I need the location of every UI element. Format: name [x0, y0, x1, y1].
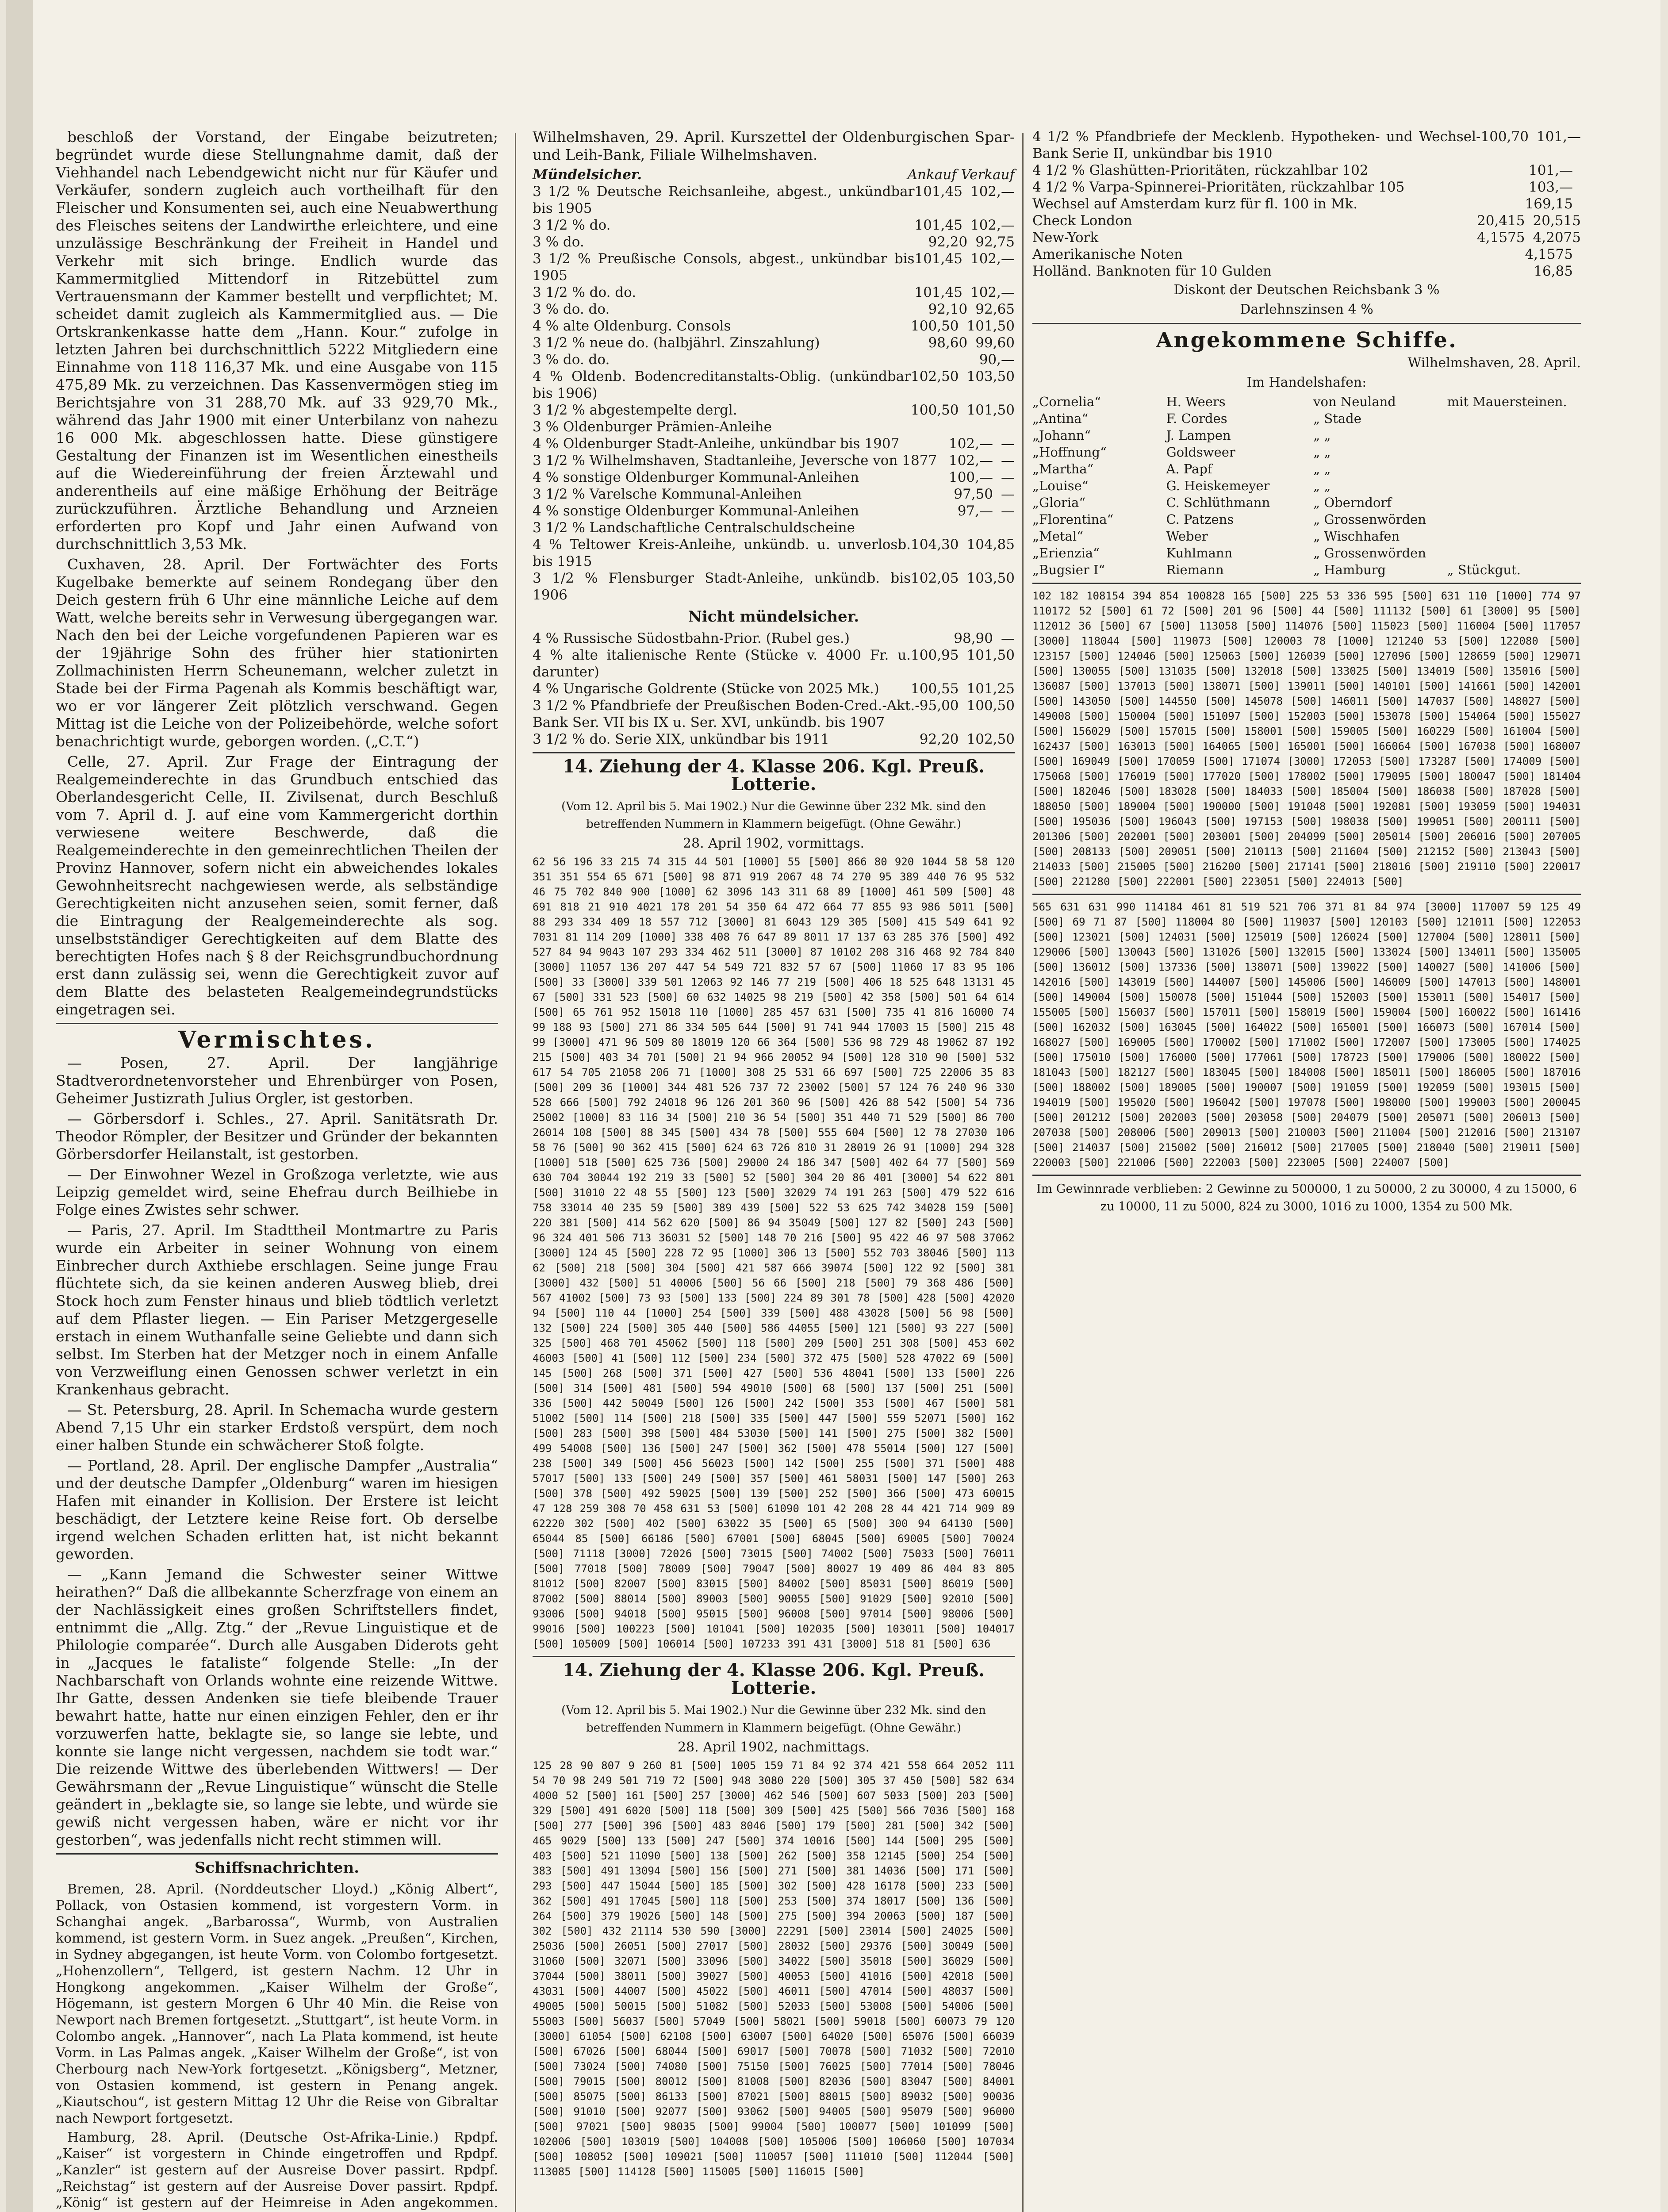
price-buy: 101,45 [914, 184, 962, 200]
divider [1032, 583, 1581, 584]
row-label: 4 % Oldenburger Stadt-Anleihe, unkündbar bis 1907 [533, 436, 900, 452]
ship-cargo [1447, 545, 1581, 561]
ship-row [1032, 561, 1581, 578]
ship-list [1032, 393, 1581, 578]
ship-name: „Cornelia“ [1032, 394, 1101, 409]
ship-captain: C. Patzens [1166, 512, 1234, 527]
bond-row [533, 234, 1015, 250]
muendelsicher-heading: Mündelsicher. [533, 167, 642, 183]
ship-row [1032, 461, 1581, 477]
ship-news-hamburg: Hamburg, 28. April. (Deutsche Ost-Afrika-Linie.) Rpdpf. „Kaiser“ ist vorgestern in Chinde eingetroffen und Rpdpf. „Kanzler“ ist gestern auf der Ausreise Dover passirt. Rpdpf. „Reichstag“ ist gestern auf der Ausreise Dover passirt. Rpdpf. „König“ ist gestern auf der Heimreise in Aden angekommen. [56, 2130, 498, 2211]
bond-row [533, 334, 1015, 351]
lottery-subtitle-2: (Vom 12. April bis 5. Mai 1902.) Nur die Gewinne über 232 Mk. sind den betreffenden Nummern in Klammern beigefügt. (Ohne Gewähr.) [561, 1704, 986, 1735]
price-buy: 169,15 [1525, 196, 1573, 212]
row-prices [911, 402, 1015, 419]
ship-name: „Erienzia“ [1032, 545, 1100, 561]
exchange-row [1032, 128, 1581, 162]
bond-row [533, 647, 1015, 680]
bond-row [533, 680, 1015, 697]
exchange-row [1032, 196, 1581, 212]
row-label: 4 % Oldenb. Bodencreditanstalts-Oblig. (unkündbar bis 1906) [533, 369, 911, 401]
nicht-muendelsicher-heading: Nicht mündelsicher. [688, 608, 859, 626]
row-label: 3 % Oldenburger Prämien-Anleihe [533, 419, 772, 435]
lottery-numbers-3a: 102 182 108154 394 854 100828 165 [500] 225 53 336 595 [500] 631 110 [1000] 774 97 110172 52 [500] 61 72 [500] 201 96 [500] 44 [500] 111132 [500] 61 [3000] 95 [500] 112012 36 [500] 67 [500] 113058 [500] 114076 [500] 115023 [500] 116004 [500] 117057 [3000] 118044 [500] 119073 [500] 120003 78 [1000] 121240 53 [500] 122080 [500] 123157 [500] 124046 [500] 125063 [500] 126039 [500] 127096 [500] 128659 [500] 129071 [500] 130055 [500] 131035 [500] 132018 [500] 133025 [500] 134019 [500] 135016 [500] 136087 [500] 137013 [500] 138071 [500] 139011 [500] 140101 [500] 141661 [500] 142001 [500] 143050 [500] 144550 [500] 145078 [500] 146011 [500] 147037 [500] 148027 [500] 149008 [500] 150004 [500] 151097 [500] 152003 [500] 153078 [500] 154064 [500] 155027 [500] 156029 [500] 157015 [500] 158001 [500] 159005 [500] 160229 [500] 161004 [500] 162437 [500] 163013 [500] 164065 [500] 165001 [500] 166064 [500] 167038 [500] 168007 [500] 169049 [500] 170059 [500] 171074 [3000] 172053 [500] 173287 [500] 174009 [500] 175068 [500] 176019 [500] 177020 [500] 178002 [500] 179095 [500] 180047 [500] 181404 [500] 182046 [500] 183028 [500] 184033 [500] 185004 [500] 186038 [500] 187028 [500] 188050 [500] 189004 [500] 190000 [500] 191048 [500] 192081 [500] 193059 [500] 194031 [500] 195036 [500] 196043 [500] 197153 [500] 198038 [500] 199051 [500] 200111 [500] 201306 [500] 202001 [500] 203001 [500] 204099 [500] 205014 [500] 206016 [500] 207005 [500] 208133 [500] 209051 [500] 210113 [500] 211604 [500] 212152 [500] 213043 [500] 214033 [500] 215005 [500] 216200 [500] 217141 [500] 218016 [500] 219110 [500] 220017 [500] 221280 [500] 222001 [500] 223051 [500] 224013 [500] [1032, 590, 1581, 888]
price-buy: 100,— [948, 469, 993, 485]
news-item: — Der Einwohner Wezel in Großzoga verletzte, wie aus Leipzig gemeldet wird, seine Ehefrau durch Beilhiebe in Folge eines Zwistes sehr schwer. [56, 1166, 498, 1218]
bond-row [533, 536, 1015, 570]
section-heading-ship-news: Schiffsnachrichten. [194, 1859, 360, 1877]
row-label: 3 1/2 % Landschaftliche Centralschuldscheine [533, 520, 855, 536]
lottery-date-2: 28. April 1902, nachmittags. [677, 1740, 870, 1755]
price-sell: 90,— [979, 352, 1015, 368]
row-label: 4 1/2 % Varpa-Spinnerei-Prioritäten, rückzahlbar 105 [1032, 179, 1405, 195]
ship-captain: J. Lampen [1166, 428, 1231, 443]
divider [1032, 894, 1581, 895]
bond-row [533, 351, 1015, 368]
price-buy: 4,1575 [1477, 230, 1525, 246]
price-buy: 101,45 [914, 251, 962, 267]
ship-name: „Johann“ [1032, 428, 1091, 443]
row-label: 4 % Russische Südostbahn-Prior. (Rubel ges.) [533, 630, 850, 646]
ship-captain: H. Weers [1166, 394, 1226, 409]
exchange-row [1032, 229, 1581, 246]
bond-list [533, 183, 1015, 603]
ship-cargo: „ Stückgut. [1447, 562, 1521, 577]
ship-captain: Riemann [1166, 562, 1224, 577]
price-sell: 102,— [970, 217, 1015, 233]
price-sell: — [1001, 436, 1015, 452]
ship-row [1032, 528, 1581, 545]
ship-name: „Louise“ [1032, 478, 1089, 493]
article-cuxhaven: Cuxhaven, 28. April. Der Fortwächter des Forts Kugelbake bemerkte auf seinem Rondegang über den Deich gestern früh 6 Uhr eine männliche Leiche auf dem Watt, welche bereits sehr in Verwesung übergegangen war. Nach den bei der Leiche vorgefundenen Papieren war es der 19jährige Sohn des früher hier stationirten Zollmachinisten Herrn Scheunemann, welcher zuletzt in Stade bei der Firma Pagenah als Kommis beschäftigt war, wo er vor längerer Zeit plötzlich verschwand. Gegen Mittag ist die Leiche von der Polizeibehörde, welche sofort benachrichtigt wurde, geborgen worden. („C.T.“) [56, 556, 498, 750]
exchange-row [1032, 179, 1581, 196]
row-label: Holländ. Banknoten für 10 Gulden [1032, 263, 1272, 279]
ship-name: „Metal“ [1032, 529, 1083, 544]
lottery-numbers-1: 62 56 196 33 215 74 315 44 501 [1000] 55 [500] 866 80 920 1044 58 58 120 351 351 554 65 671 [500] 98 871 919 2067 48 74 270 95 389 440 76 95 532 46 75 702 840 900 [1000] 62 3096 143 311 68 89 [1000] 461 509 [500] 48 691 818 21 910 4021 178 201 54 350 64 472 664 77 855 93 986 5011 [500] 88 293 334 409 18 557 712 [3000] 81 6043 129 305 [500] 415 549 641 92 7031 81 114 209 [1000] 338 408 76 647 89 8011 17 137 63 285 376 [500] 492 527 84 94 9043 107 293 334 462 511 [3000] 87 10102 208 316 468 92 784 840 [3000] 11057 136 207 447 54 549 721 832 57 67 [500] 11060 17 83 95 106 [500] 33 [3000] 339 501 12063 92 146 77 219 [500] 406 18 525 648 13131 45 67 [500] 331 523 [500] 60 632 14025 98 219 [500] 42 358 [500] 501 64 614 [500] 65 761 952 15018 110 [1000] 285 457 631 [500] 735 41 816 16000 74 99 188 93 [500] 271 86 334 505 644 [500] 91 741 944 17003 15 [500] 215 48 99 [3000] 471 96 509 80 18019 120 66 364 [500] 536 98 729 48 19062 87 192 215 [500] 403 34 701 [500] 21 94 966 20052 94 [500] 128 310 90 [500] 532 617 54 705 21058 206 71 [1000] 308 25 531 66 697 [500] 725 22006 35 83 [500] 209 36 [1000] 344 481 526 737 72 23002 [500] 57 124 76 240 96 330 528 666 [500] 792 24018 96 126 201 360 96 [500] 426 88 542 [500] 54 736 25002 [1000] 83 116 34 [500] 210 36 54 [500] 351 440 71 529 [500] 86 700 26014 108 [500] 88 345 [500] 434 78 [500] 555 604 [500] 12 78 27030 106 58 76 [500] 90 362 415 [500] 624 63 726 810 31 28019 26 91 [1000] 294 328 [1000] 518 [500] 625 736 [500] 29000 24 186 347 [500] 402 64 77 [500] 569 630 704 30044 192 219 33 [500] 52 [500] 304 20 86 401 [3000] 54 622 801 [500] 31010 22 48 55 [500] 123 [500] 32029 74 191 263 [500] 479 522 616 758 33014 40 235 59 [500] 389 439 [500] 522 53 625 742 34028 159 [500] 220 381 [500] 414 562 620 [500] 86 94 35049 [500] 127 82 [500] 243 [500] 96 324 401 506 713 36031 52 [500] 148 70 216 [500] 95 422 46 97 508 37062 [3000] 124 45 [500] 228 72 95 [1000] 306 13 [500] 552 703 38046 [500] 113 62 [500] 218 [500] 304 [500] 421 587 666 39074 [500] 122 92 [500] 381 [3000] 432 [500] 51 40006 [500] 56 66 [500] 218 [500] 79 368 486 [500] 567 41002 [500] 73 93 [500] 133 [500] 224 89 301 78 [500] 428 [500] 42020 94 [500] 110 44 [1000] 254 [500] 339 [500] 488 43028 [500] 56 98 [500] 132 [500] 224 [500] 305 440 [500] 586 44055 [500] 121 [500] 93 227 [500] 325 [500] 468 701 45062 [500] 118 [500] 209 [500] 251 308 [500] 453 602 46003 [500] 41 [500] 112 [500] 234 [500] 372 475 [500] 528 47022 69 [500] 145 [500] 268 [500] 371 [500] 427 [500] 536 48041 [500] 133 [500] 226 [500] 314 [500] 481 [500] 594 49010 [500] 68 [500] 137 [500] 251 [500] 336 [500] 442 50049 [500] 126 [500] 242 [500] 353 [500] 467 [500] 581 51002 [500] 114 [500] 218 [500] 335 [500] 447 [500] 559 52071 [500] 162 [500] 283 [500] 398 [500] 484 53030 [500] 141 [500] 275 [500] 382 [500] 499 54008 [500] 136 [500] 247 [500] 362 [500] 478 55014 [500] 127 [500] 238 [500] 349 [500] 456 56023 [500] 142 [500] 255 [500] 371 [500] 488 57017 [500] 133 [500] 249 [500] 357 [500] 461 58031 [500] 147 [500] 263 [500] 378 [500] 492 59025 [500] 139 [500] 252 [500] 366 [500] 473 60015 47 128 259 308 70 458 631 53 [500] 61090 101 42 208 28 44 421 714 909 89 62220 302 [500] 402 [500] 63022 35 [500] 65 [500] 300 94 64130 [500] 65044 85 [500] 66186 [500] 67001 [500] 68045 [500] 69005 [500] 70024 [500] 71118 [3000] 72026 [500] 73015 [500] 74002 [500] 75033 [500] 76011 [500] 77018 [500] 78009 [500] 79047 [500] 80027 19 409 86 404 83 805 81012 [500] 82007 [500] 83015 [500] 84002 [500] 85031 [500] 86019 [500] 87002 [500] 88014 [500] 89003 [500] 90055 [500] 91029 [500] 92010 [500] 93006 [500] 94018 [500] 95015 [500] 96008 [500] 97014 [500] 98006 [500] 99016 [500] 100223 [500] 101041 [500] 102035 [500] 103011 [500] 104017 [500] 105009 [500] 106014 [500] 107233 391 431 [3000] 518 81 [500] 636 [533, 856, 1015, 1650]
ship-row [1032, 444, 1581, 461]
price-sell: 92,75 [975, 234, 1015, 250]
ships-date: Wilhelmshaven, 28. April. [1407, 355, 1581, 371]
row-prices [920, 697, 1015, 731]
price-buy: 95,00 [919, 698, 959, 714]
ships-harbor: Im Handelshafen: [1246, 375, 1367, 390]
ship-cargo [1447, 444, 1581, 461]
divider [56, 1853, 498, 1855]
ship-origin: „ „ [1313, 478, 1331, 493]
row-label: 4 1/2 % Glashütten-Prioritäten, rückzahlbar 102 [1032, 162, 1369, 178]
bond-row [533, 731, 1015, 748]
row-prices [914, 250, 1015, 284]
ship-origin: „ Grossenwörden [1313, 512, 1426, 527]
row-prices [928, 234, 1015, 250]
price-sell: 4,2075 [1533, 230, 1581, 246]
ship-origin: „ Stade [1313, 411, 1361, 426]
ship-name: „Florentina“ [1032, 512, 1114, 527]
ship-cargo [1447, 461, 1581, 477]
row-label: 3 1/2 % abgestempelte dergl. [533, 402, 737, 418]
lottery-subtitle-1: (Vom 12. April bis 5. Mai 1902.) Nur die Gewinne über 232 Mk. sind den betreffenden Nummern in Klammern beigefügt. (Ohne Gewähr.) [561, 800, 986, 831]
price-buy: 97,50 [954, 486, 993, 502]
price-buy: 16,85 [1534, 263, 1573, 279]
row-prices [914, 217, 1015, 234]
row-label: 3 1/2 % Pfandbriefe der Preußischen Boden-Cred.-Akt.-Bank Ser. VII bis IX u. Ser. XVI, unkündb. bis 1907 [533, 698, 920, 730]
ship-origin: von Neuland [1313, 394, 1396, 409]
row-prices [1477, 229, 1581, 246]
lottery-date-1: 28. April 1902, vormittags. [683, 836, 865, 851]
divider [1032, 1175, 1581, 1176]
price-sell: 103,50 [966, 369, 1015, 384]
price-sell: — [1001, 503, 1015, 519]
lottery-heading-2: 14. Ziehung der 4. Klasse 206. Kgl. Preuß. Lotterie. [562, 1660, 985, 1698]
ship-row [1032, 511, 1581, 528]
price-buy: 102,05 [911, 570, 959, 586]
ship-row [1032, 494, 1581, 511]
ship-captain: C. Schlüthmann [1166, 495, 1270, 510]
row-prices [1529, 162, 1581, 179]
row-prices [1477, 212, 1581, 229]
row-label: 3 1/2 % neue do. (halbjährl. Zinszahlung) [533, 335, 820, 351]
row-label: 3 1/2 % do. do. [533, 284, 637, 300]
ship-name: „Antina“ [1032, 411, 1089, 426]
divider [1032, 323, 1581, 324]
price-buy: 102,— [948, 453, 993, 469]
column-1 [56, 128, 498, 2212]
bond-row [533, 486, 1015, 503]
ship-origin: „ „ [1313, 445, 1331, 460]
row-prices [1007, 519, 1015, 536]
row-prices [958, 503, 1015, 519]
row-label: 3 1/2 % Varelsche Kommunal-Anleihen [533, 486, 802, 502]
ship-captain: Kuhlmann [1166, 545, 1233, 561]
bond-list-2 [533, 630, 1015, 748]
ship-cargo [1447, 410, 1581, 427]
bond-row [533, 368, 1015, 402]
ship-name: „Martha“ [1032, 461, 1094, 476]
arrived-ships-heading: Angekommene Schiffe. [1156, 328, 1457, 353]
column-separator [1022, 133, 1024, 2212]
price-buy: 4,1575 [1525, 246, 1573, 262]
news-item: — Görbersdorf i. Schles., 27. April. Sanitätsrath Dr. Theodor Römpler, der Besitzer und Gründer der bekannten Görbersdorfer Heilanstalt, ist gestorben. [56, 1110, 498, 1163]
exchange-row [1032, 246, 1581, 263]
ship-origin: „ „ [1313, 428, 1331, 443]
row-prices [949, 452, 1015, 469]
bond-row [533, 697, 1015, 731]
price-sell: 101,50 [966, 402, 1015, 418]
row-label: 4 % alte italienische Rente (Stücke v. 4000 Fr. u. darunter) [533, 647, 911, 680]
sell-header: Verkauf [961, 167, 1015, 183]
bond-row [533, 435, 1015, 452]
row-label: 4 % sonstige Oldenburger Kommunal-Anleihen [533, 469, 859, 485]
row-label: 4 1/2 % Pfandbriefe der Mecklenb. Hypotheken- und Wechsel-Bank Serie II, unkündbar bis 1910 [1032, 129, 1481, 161]
row-prices [920, 731, 1015, 748]
row-prices [954, 486, 1015, 503]
lottery-numbers-3b: 565 631 631 990 114184 461 81 519 521 706 371 81 84 974 [3000] 117007 59 125 49 [500] 69 71 87 [500] 118004 80 [500] 119037 [500] 120103 [500] 121011 [500] 122053 [500] 123021 [500] 124031 [500] 125019 [500] 126024 [500] 127004 [500] 128011 [500] 129006 [500] 130043 [500] 131026 [500] 132015 [500] 133024 [500] 134011 [500] 135005 [500] 136012 [500] 137336 [500] 138071 [500] 139022 [500] 140027 [500] 141006 [500] 142016 [500] 143019 [500] 144007 [500] 145006 [500] 146009 [500] 147013 [500] 148001 [500] 149004 [500] 150078 [500] 151044 [500] 152003 [500] 153011 [500] 154017 [500] 155005 [500] 156037 [500] 157011 [500] 158019 [500] 159004 [500] 160022 [500] 161416 [500] 162032 [500] 163045 [500] 164022 [500] 165001 [500] 166073 [500] 167014 [500] 168027 [500] 169005 [500] 170002 [500] 171002 [500] 172007 [500] 173005 [500] 174025 [500] 175010 [500] 176000 [500] 177061 [500] 178723 [500] 179006 [500] 180022 [500] 181043 [500] 182127 [500] 183045 [500] 184008 [500] 185011 [500] 186005 [500] 187016 [500] 188002 [500] 189005 [500] 190007 [500] 191059 [500] 192059 [500] 193015 [500] 194019 [500] 195020 [500] 196042 [500] 197078 [500] 198000 [500] 199003 [500] 200045 [500] 201212 [500] 202003 [500] 203058 [500] 204079 [500] 205071 [500] 206013 [500] 207038 [500] 208006 [500] 209013 [500] 210003 [500] 211004 [500] 212016 [500] 213107 [500] 214037 [500] 215002 [500] 216012 [500] 217005 [500] 218040 [500] 219011 [500] 220003 [500] 221006 [500] 222003 [500] 223005 [500] 224007 [500] [1032, 901, 1581, 1169]
row-label: Amerikanische Noten [1032, 246, 1183, 262]
row-prices [949, 435, 1015, 452]
row-prices [928, 334, 1015, 351]
ship-cargo [1447, 494, 1581, 511]
column-3 [1032, 128, 1581, 1217]
price-sell: 20,515 [1533, 213, 1581, 229]
price-buy: 102,— [948, 436, 993, 452]
news-item: — Posen, 27. April. Der langjährige Stadtverordnetenvorsteher und Ehrenbürger von Posen, Geheimer Justizrath Julius Orgler, ist gestorben. [56, 1054, 498, 1107]
price-buy: 98,90 [954, 630, 993, 646]
ship-captain: Goldsweer [1166, 445, 1235, 460]
column-2 [533, 128, 1015, 2179]
ship-origin: „ Hamburg [1313, 562, 1386, 577]
lottery-heading-1: 14. Ziehung der 4. Klasse 206. Kgl. Preuß. Lotterie. [562, 756, 985, 795]
row-label: 3 1/2 % do. Serie XIX, unkündbar bis 1911 [533, 731, 829, 747]
price-sell: 101,25 [966, 681, 1015, 697]
bond-row [533, 284, 1015, 301]
article-chamber-report: beschloß der Vorstand, der Eingabe beizutreten; begründet wurde diese Stellungnahme damit, daß der Viehhandel nach Lebendgewicht nicht nur für Käufer und Verkäufer, sondern zugleich auch vortheilhaft für den Fleischer und Konsumenten sei, auch eine Neuabwerthung des Fleisches seitens der Landwirthe erleichtere, und eine unzulässige Beschränkung der Freiheit in Handel und Verkehr mit sich bringe. Endlich wurde das Kammermitglied Mittendorf in Ritzebüttel zum Vertrauensmann der Kammer bestellt und verpflichtet; M. scheidet damit zugleich als Kammermitglied aus. — Die Ortskrankenkasse hatte dem „Hann. Kour.“ zufolge in letzten Jahren bei durchschnittlich 5222 Mitgliedern eine Einnahme von 118 116,37 Mk. und eine Ausgabe von 115 475,89 Mk. zu verzeichnen. Das Kassenvermögen stieg im Berichtsjahre von 31 288,70 Mk. auf 33 929,70 Mk., während das Jahr 1900 mit einer Unterbilanz von nahezu 16 000 Mk. abgeschlossen hatte. Diese günstigere Gestaltung der Finanzen ist im Wesentlichen einestheils auf die Wiedereinführung der freien Ärztewahl und anderentheils auf eine mäßige Erhöhung der Beiträge zurückzuführen. Ärztliche Behandlung und Arzneien erforderten pro Kopf und Jahr einen Aufwand von durchschnittlich 3,53 Mk. [56, 128, 498, 553]
ship-news-bremen: Bremen, 28. April. (Norddeutscher Lloyd.) „König Albert“, Pollack, von Ostasien kommend, ist vorgestern Vorm. in Schanghai angek. „Barbarossa“, Wurmb, von Australien kommend, ist gestern Vorm. in Suez angek. „Preußen“, Kirchen, in Sydney abgegangen, ist heute Vorm. von Colombo fortgesetzt. „Hohenzollern“, Tellgerd, ist gestern Nachm. 12 Uhr in Hongkong angekommen. „Kaiser Wilhelm der Große“, Högemann, ist gestern Morgen 6 Uhr 40 Min. die Reise von Newport nach Bremen fortgesetzt. „Stuttgart“, ist heute Vorm. in Colombo angek. „Hannover“, nach La Plata kommend, ist heute Vorm. in Las Palmas angek. „Kaiser Wilhelm der Große“, ist von Cherbourg nach New-York fortgesetzt. „Königsberg“, Metzner, von Ostasien kommend, ist gestern in Penang angek. „Kiautschou“, ist gestern Mittag 12 Uhr die Reise von Gibraltar nach Newport fortgesetzt. [56, 1882, 498, 2126]
bond-row [533, 318, 1015, 334]
bond-row [533, 469, 1015, 486]
price-buy: 98,60 [928, 335, 968, 351]
ship-cargo [1447, 427, 1581, 444]
price-sell: 102,50 [966, 731, 1015, 747]
news-item: — Paris, 27. April. Im Stadttheil Montmartre zu Paris wurde ein Arbeiter in seiner Wohnung von einem Einbrecher durch Axthiebe erschlagen. Seine junge Frau flüchtete sich, da sie keinen anderen Ausweg blieb, drei Stock hoch zum Fenster hinaus und blieb tödtlich verletzt auf dem Pflaster liegen. — Ein Pariser Metzgergeselle erstach in einem Wuthanfalle seine Geliebte und dann sich selbst. Im Sterben hat der Metzger noch in einem Anfalle von Verzweiflung einen Genossen schwer verletzt in ein Krankenhaus gebracht. [56, 1221, 498, 1398]
exchange-row [1032, 162, 1581, 179]
row-label: 3 1/2 % Preußische Consols, abgest., unkündbar bis 1905 [533, 251, 915, 284]
price-buy: 92,20 [919, 731, 959, 747]
row-prices [1525, 246, 1581, 263]
news-item: — St. Petersburg, 28. April. In Schemacha wurde gestern Abend 7,15 Uhr ein starker Erdstoß verspürt, dem noch einer halben Stunde ein schwächerer Stoß folgte. [56, 1401, 498, 1454]
price-buy: 97,— [957, 503, 993, 519]
bond-row [533, 419, 1015, 435]
price-sell: — [1001, 486, 1015, 502]
ship-captain: F. Cordes [1166, 411, 1227, 426]
price-buy: 104,30 [911, 537, 959, 553]
price-buy: 100,50 [911, 318, 959, 334]
price-sell: 101,50 [966, 318, 1015, 334]
section-heading-vermischtes: Vermischtes. [178, 1026, 376, 1053]
column-separator [515, 133, 516, 2212]
row-prices [954, 630, 1015, 647]
ship-row [1032, 477, 1581, 494]
price-sell: 101,50 [966, 647, 1015, 663]
bond-row [533, 503, 1015, 519]
row-label: 3 % do. [533, 234, 584, 250]
row-prices [914, 183, 1015, 217]
divider [533, 1656, 1015, 1657]
price-buy: 92,10 [928, 301, 968, 317]
price-buy: 92,20 [928, 234, 968, 250]
ship-name: „Gloria“ [1032, 495, 1086, 510]
row-prices [911, 570, 1015, 603]
price-sell: 101,— [1536, 129, 1581, 145]
price-sell: — [1001, 630, 1015, 646]
row-prices [911, 536, 1015, 570]
row-label: 4 % Ungarische Goldrente (Stücke von 2025 Mk.) [533, 681, 879, 697]
bond-row [533, 250, 1015, 284]
divider [56, 1023, 498, 1024]
price-buy: 103,— [1528, 179, 1573, 195]
stock-price-header [533, 166, 1015, 183]
ship-cargo: mit Mauersteinen. [1447, 394, 1567, 409]
row-prices [928, 301, 1015, 318]
price-buy: 100,70 [1480, 129, 1529, 145]
ship-row [1032, 393, 1581, 410]
row-label: 3 1/2 % Flensburger Stadt-Anleihe, unkündb. bis 1906 [533, 570, 911, 603]
row-prices [971, 351, 1015, 368]
price-buy: 100,55 [911, 681, 959, 697]
bond-row [533, 630, 1015, 647]
ship-captain: Weber [1166, 529, 1208, 544]
row-prices [911, 318, 1015, 334]
row-prices [911, 680, 1015, 697]
row-prices [1529, 179, 1581, 196]
row-prices [911, 647, 1015, 680]
price-sell: 99,60 [975, 335, 1015, 351]
price-buy: 101,45 [914, 284, 962, 300]
divider [533, 752, 1015, 753]
bond-row [533, 452, 1015, 469]
price-sell: — [1001, 469, 1015, 485]
stock-list-header: Wilhelmshaven, 29. April. Kurszettel der Oldenburgischen Spar- und Leih-Bank, Filiale Wilhelmshaven. [533, 128, 1015, 163]
exchange-row [1032, 263, 1581, 280]
newspaper-page [6, 0, 1660, 2212]
ship-origin: „ Wischhafen [1313, 529, 1400, 544]
price-buy: 20,415 [1477, 213, 1525, 229]
bond-row [533, 402, 1015, 419]
discount-rate: Diskont der Deutschen Reichsbank 3 % [1173, 282, 1440, 298]
row-label: Check London [1032, 213, 1132, 229]
row-label: Wechsel auf Amsterdam kurz für fl. 100 in Mk. [1032, 196, 1358, 212]
price-buy: 101,45 [914, 217, 962, 233]
ship-origin: „ Oberndorf [1313, 495, 1392, 510]
lottery-remaining-prizes: Im Gewinnrade verblieben: 2 Gewinne zu 500000, 1 zu 50000, 2 zu 30000, 4 zu 15000, 6 zu 10000, 11 zu 5000, 824 zu 3000, 1016 zu 1000, 1354 zu 500 Mk. [1036, 1182, 1577, 1214]
exchange-row [1032, 212, 1581, 229]
price-sell: 102,— [970, 251, 1015, 267]
row-label: 3 1/2 % Wilhelmshaven, Stadtanleihe, Jeversche von 1877 [533, 453, 937, 469]
article-celle: Celle, 27. April. Zur Frage der Eintragung der Realgemeinderechte in das Grundbuch entschied das Oberlandesgericht Celle, II. Zivilsenat, durch Beschluß vom 7. April d. J. auf eine vom Kammergericht dorthin verwiesene weitere Beschwerde, daß die Realgemeinderechte in den gemeinrechtlichen Theilen der Provinz Hannover, sofern nicht ein abweichendes lokales Gewohnheitsrecht nachgewiesen werde, als selbständige Gerechtigkeiten nicht anzusehen seien, somit ferner, daß die Eintragung der Realgemeinderechte als sog. unselbstständiger Gerechtigkeiten auf dem Blatte des berechtigten Hofes nach § 8 der Reichsgrundbuchordnung erst dann zulässig sei, wenn die Gerechtigkeit zuvor auf dem Blatte des belasteten Realgemeindegrundstücks eingetragen sei. [56, 753, 498, 1018]
bond-row [533, 570, 1015, 603]
bond-row [533, 519, 1015, 536]
ship-origin: „ „ [1313, 461, 1331, 476]
ship-captain: A. Papf [1166, 461, 1212, 476]
price-sell: 103,50 [966, 570, 1015, 586]
price-sell: 102,— [970, 184, 1015, 200]
news-item: — „Kann Jemand die Schwester seiner Wittwe heirathen?“ Daß die allbekannte Scherzfrage von einem an der Nachlässigkeit eines großen Schriftstellers findet, entnimmt die „Allg. Ztg.“ der „Revue Linguistique et de Philologie comparée“. Durch alle Ausgaben Diderots geht in „Jacques le fataliste“ folgende Stelle: „In der Nachbarschaft von Orlands wohnte eine reizende Wittwe. Ihr Gatte, dessen Andenken sie tiefe bleibende Trauer bewahrt hatte, hatte nur einen einzigen Fehler, den er ihr vorzuwerfen hatte, beklagte sie, so lange sie lebte, und konnte sie lange nicht vergessen, nachdem sie todt war.“ Die reizende Wittwe des überlebenden Wittwers! — Der Gewährsmann der „Revue Linguistique“ wünscht die Stelle geändert in „beklagte sie, so lange sie lebte, und würde sie gewiß nicht vergessen haben, wäre er nicht vor ihr gestorben“, was jedenfalls nicht recht stimmen will. [56, 1566, 498, 1848]
price-sell: 92,65 [975, 301, 1015, 317]
price-sell: 104,85 [966, 537, 1015, 553]
news-item: — Portland, 28. April. Der englische Dampfer „Australia“ und der deutsche Dampfer „Oldenburg“ waren im hiesigen Hafen mit einander in Kollision. Der Erstere ist leicht beschädigt, der Letztere keine Reise fort. Ob derselbe irgend welchen Schaden erlitten hat, ist nicht bekannt geworden. [56, 1457, 498, 1563]
row-prices [1480, 128, 1581, 162]
ship-cargo [1447, 477, 1581, 494]
price-buy: 100,95 [911, 647, 959, 663]
row-prices [1534, 263, 1581, 280]
left-margin-gutter [6, 0, 33, 2212]
price-buy: 100,50 [911, 402, 959, 418]
ship-origin: „ Grossenwörden [1313, 545, 1426, 561]
row-label: 4 % sonstige Oldenburger Kommunal-Anleihen [533, 503, 859, 519]
row-label: New-York [1032, 230, 1099, 246]
ship-row [1032, 410, 1581, 427]
row-prices [949, 469, 1015, 486]
price-buy: 101,— [1528, 162, 1573, 178]
row-prices [1007, 419, 1015, 435]
row-label: 3 % do. do. [533, 301, 610, 317]
ship-name: „Bugsier I“ [1032, 562, 1105, 577]
price-sell: 100,50 [966, 698, 1015, 714]
bond-row [533, 217, 1015, 234]
row-label: 4 % alte Oldenburg. Consols [533, 318, 731, 334]
buy-header: Ankauf [907, 167, 957, 183]
bond-row [533, 301, 1015, 318]
loan-rate: Darlehnszinsen 4 % [1240, 302, 1373, 317]
row-prices [911, 368, 1015, 402]
bond-row [533, 183, 1015, 217]
row-label: 4 % Teltower Kreis-Anleihe, unkündb. u. unverlosb. bis 1915 [533, 537, 911, 569]
row-prices [1525, 196, 1581, 212]
lottery-numbers-2: 125 28 90 807 9 260 81 [500] 1005 159 71 84 92 374 421 558 664 2052 111 54 70 98 249 501 719 72 [500] 948 3080 220 [500] 305 37 450 [500] 582 634 4000 52 [500] 161 [500] 257 [3000] 462 546 [500] 607 5033 [500] 203 [500] 329 [500] 491 6020 [500] 118 [500] 309 [500] 425 [500] 566 7036 [500] 168 [500] 277 [500] 396 [500] 483 8046 [500] 179 [500] 281 [500] 342 [500] 465 9029 [500] 133 [500] 247 [500] 374 10016 [500] 144 [500] 295 [500] 403 [500] 521 11090 [500] 138 [500] 262 [500] 358 12145 [500] 254 [500] 383 [500] 491 13094 [500] 156 [500] 271 [500] 381 14036 [500] 171 [500] 293 [500] 447 15044 [500] 185 [500] 302 [500] 428 16178 [500] 233 [500] 362 [500] 491 17045 [500] 118 [500] 253 [500] 374 18017 [500] 136 [500] 264 [500] 379 19026 [500] 148 [500] 275 [500] 394 20063 [500] 187 [500] 302 [500] 432 21114 530 590 [3000] 22291 [500] 23014 [500] 24025 [500] 25036 [500] 26051 [500] 27017 [500] 28032 [500] 29376 [500] 30049 [500] 31060 [500] 32071 [500] 33096 [500] 34022 [500] 35018 [500] 36029 [500] 37044 [500] 38011 [500] 39027 [500] 40053 [500] 41016 [500] 42018 [500] 43031 [500] 44007 [500] 45022 [500] 46011 [500] 47014 [500] 48037 [500] 49005 [500] 50015 [500] 51082 [500] 52033 [500] 53008 [500] 54006 [500] 55003 [500] 56037 [500] 57049 [500] 58021 [500] 59018 [500] 60073 79 120 [3000] 61054 [500] 62108 [500] 63007 [500] 64020 [500] 65076 [500] 66039 [500] 67026 [500] 68044 [500] 69017 [500] 70078 [500] 71032 [500] 72010 [500] 73024 [500] 74080 [500] 75150 [500] 76025 [500] 77014 [500] 78046 [500] 79015 [500] 80012 [500] 81008 [500] 82036 [500] 83047 [500] 84001 [500] 85075 [500] 86133 [500] 87021 [500] 88015 [500] 89032 [500] 90036 [500] 91010 [500] 92077 [500] 93062 [500] 94005 [500] 95079 [500] 96000 [500] 97021 [500] 98035 [500] 99004 [500] 100077 [500] 101099 [500] 102006 [500] 103019 [500] 104008 [500] 105006 [500] 106060 [500] 107034 [500] 108052 [500] 109021 [500] 110057 [500] 111010 [500] 112044 [500] 113085 [500] 114128 [500] 115005 [500] 116015 [500] [533, 1759, 1015, 2178]
exchange-list [1032, 128, 1581, 280]
row-label: 3 % do. do. [533, 352, 610, 368]
ship-name: „Hoffnung“ [1032, 445, 1107, 460]
price-sell: — [1001, 453, 1015, 469]
price-sell: 102,— [970, 284, 1015, 300]
ship-row [1032, 545, 1581, 561]
row-prices [914, 284, 1015, 301]
ship-captain: G. Heiskemeyer [1166, 478, 1270, 493]
ship-cargo [1447, 528, 1581, 545]
ship-row [1032, 427, 1581, 444]
price-buy: 102,50 [911, 369, 959, 384]
ship-cargo [1447, 511, 1581, 528]
row-label: 3 1/2 % Deutsche Reichsanleihe, abgest., unkündbar bis 1905 [533, 184, 915, 216]
row-label: 3 1/2 % do. [533, 217, 611, 233]
